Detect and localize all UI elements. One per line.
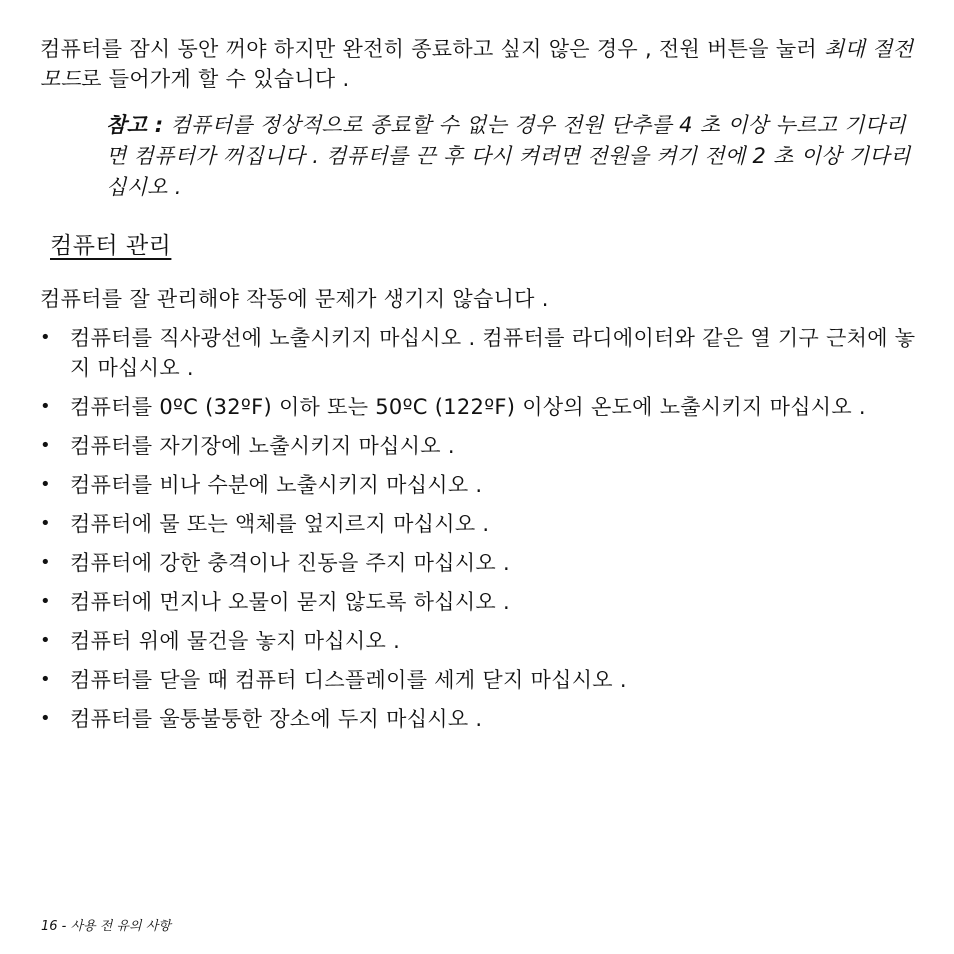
list-item-text: 컴퓨터를 울퉁불퉁한 장소에 두지 마십시오 .: [70, 707, 483, 731]
bullet-icon: •: [40, 708, 51, 729]
list-item-text: 컴퓨터를 자기장에 노출시키지 마십시오 .: [70, 434, 455, 458]
list-item-text: 컴퓨터를 직사광선에 노출시키지 마십시오 . 컴퓨터를 라디에이터와 같은 열 기구 근처에 놓지 마십시오 .: [70, 326, 916, 380]
list-item: [40, 323, 920, 383]
bullet-icon: •: [40, 513, 51, 534]
page-number: 16: [41, 919, 58, 934]
note-label: 참고 :: [106, 113, 164, 137]
list-item: [40, 548, 920, 578]
list-item: [40, 665, 920, 695]
bullet-icon: •: [40, 435, 51, 456]
intro-text-end: 로 들어가게 할 수 있습니다 .: [81, 67, 350, 91]
intro-mode-name: 최대 절전 모드: [40, 37, 914, 91]
footer-separator: -: [57, 919, 71, 934]
list-item: [40, 431, 920, 461]
care-bullet-list: [40, 323, 920, 743]
list-item: [40, 626, 920, 656]
bullet-icon: •: [40, 552, 51, 573]
bullet-icon: •: [40, 327, 51, 348]
list-item-text: 컴퓨터를 닫을 때 컴퓨터 디스플레이를 세게 닫지 마십시오 .: [70, 668, 627, 692]
intro-text: 컴퓨터를 잠시 동안 꺼야 하지만 완전히 종료하고 싶지 않은 경우 , 전원 버튼을 눌러: [40, 37, 824, 61]
note-paragraph: [106, 110, 918, 203]
bullet-icon: •: [40, 630, 51, 651]
list-item: [40, 509, 920, 539]
list-item-text: 컴퓨터에 강한 충격이나 진동을 주지 마십시오 .: [70, 551, 510, 575]
list-item: [40, 704, 920, 734]
bullet-icon: •: [40, 396, 51, 417]
list-item-text: 컴퓨터 위에 물건을 놓지 마십시오 .: [70, 629, 401, 653]
list-item: [40, 470, 920, 500]
list-item-text: 컴퓨터를 0ºC (32ºF) 이하 또는 50ºC (122ºF) 이상의 온도에 노출시키지 마십시오 .: [70, 395, 866, 419]
section-intro: 컴퓨터를 잘 관리해야 작동에 문제가 생기지 않습니다 .: [40, 287, 549, 311]
section-heading: 컴퓨터 관리: [50, 233, 172, 259]
list-item-text: 컴퓨터를 비나 수분에 노출시키지 마십시오 .: [70, 473, 483, 497]
page-footer: [41, 918, 171, 936]
footer-section-name: 사용 전 유의 사항: [70, 919, 171, 934]
note-text: 컴퓨터를 정상적으로 종료할 수 없는 경우 전원 단추를 4 초 이상 누르고 기다리면 컴퓨터가 꺼집니다 . 컴퓨터를 끈 후 다시 켜려면 전원을 켜기 전에 2 초 이상 기다리십시오 .: [106, 113, 911, 199]
intro-paragraph: [40, 34, 918, 94]
list-item: [40, 587, 920, 617]
bullet-icon: •: [40, 669, 51, 690]
bullet-icon: •: [40, 591, 51, 612]
list-item-text: 컴퓨터에 먼지나 오물이 묻지 않도록 하십시오 .: [70, 590, 510, 614]
list-item-text: 컴퓨터에 물 또는 액체를 엎지르지 마십시오 .: [70, 512, 490, 536]
list-item: [40, 392, 920, 422]
bullet-icon: •: [40, 474, 51, 495]
